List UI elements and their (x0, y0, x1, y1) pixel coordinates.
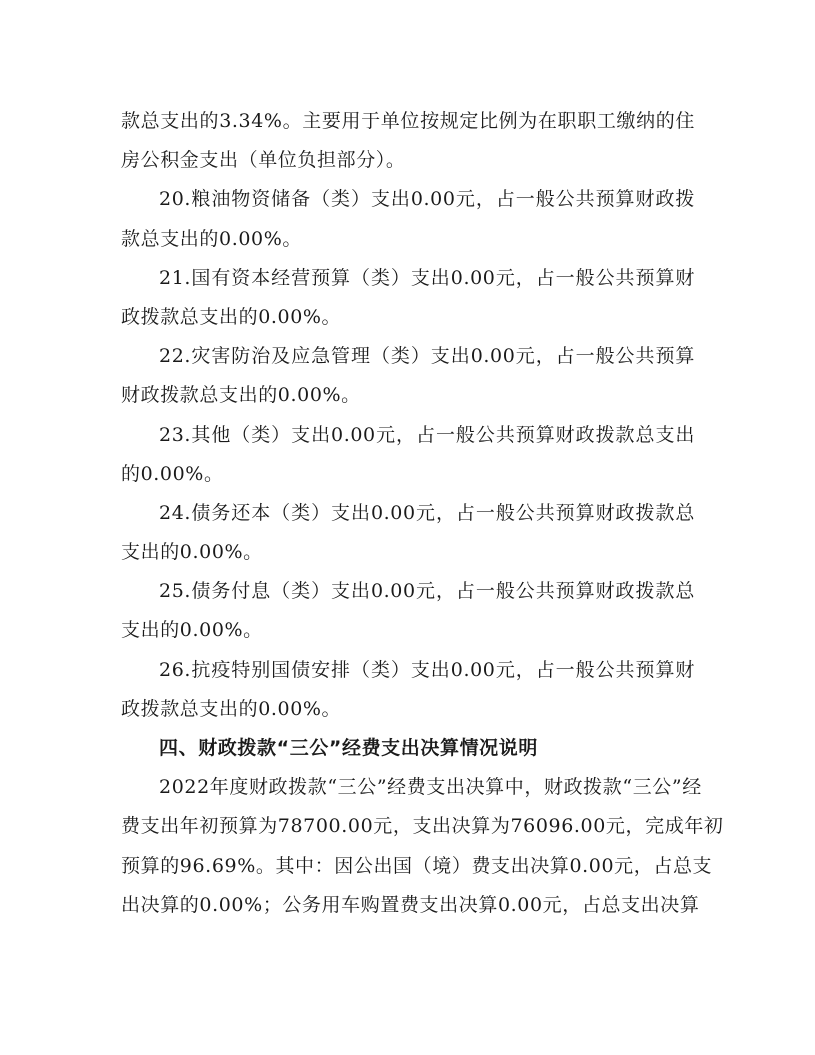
paragraph-line: 房公积金支出（单位负担部分）。 (121, 149, 406, 172)
paragraph-line: 23.其他（类）支出0.00元，占一般公共预算财政拨款总支出 (159, 423, 695, 446)
paragraph-line: 政拨款总支出的0.00%。 (121, 697, 342, 720)
paragraph-line: 费支出年初预算为78700.00元，支出决算为76096.00元，完成年初 (121, 815, 724, 838)
paragraph-line: 22.灾害防治及应急管理（类）支出0.00元，占一般公共预算 (159, 345, 695, 368)
paragraph-line: 预算的96.69%。其中：因公出国（境）费支出决算0.00元，占总支 (121, 854, 713, 877)
paragraph-line: 支出的0.00%。 (121, 619, 263, 642)
paragraph-line: 政拨款总支出的0.00%。 (121, 305, 342, 328)
paragraph-line: 26.抗疫特别国债安排（类）支出0.00元，占一般公共预算财 (159, 658, 695, 681)
section-heading: 四、财政拨款“三公”经费支出决算情况说明 (159, 737, 538, 759)
paragraph-line: 支出的0.00%。 (121, 541, 263, 564)
body-text (121, 102, 724, 925)
paragraph-line: 款总支出的0.00%。 (121, 227, 302, 250)
paragraph-line: 出决算的0.00%；公务用车购置费支出决算0.00元，占总支出决算 (121, 893, 700, 916)
paragraph-line: 2022年度财政拨款“三公”经费支出决算中，财政拨款“三公”经 (159, 776, 702, 799)
paragraph-line: 24.债务还本（类）支出0.00元，占一般公共预算财政拨款总 (159, 501, 695, 524)
paragraph-line: 款总支出的3.34%。主要用于单位按规定比例为在职职工缴纳的住 (121, 110, 695, 132)
paragraph-line: 20.粮油物资储备（类）支出0.00元，占一般公共预算财政拨 (159, 188, 695, 211)
paragraph-line: 21.国有资本经营预算（类）支出0.00元，占一般公共预算财 (159, 266, 695, 289)
paragraph-line: 的0.00%。 (121, 462, 224, 485)
paragraph-line: 25.债务付息（类）支出0.00元，占一般公共预算财政拨款总 (159, 580, 695, 603)
paragraph-line: 财政拨款总支出的0.00%。 (121, 384, 361, 407)
